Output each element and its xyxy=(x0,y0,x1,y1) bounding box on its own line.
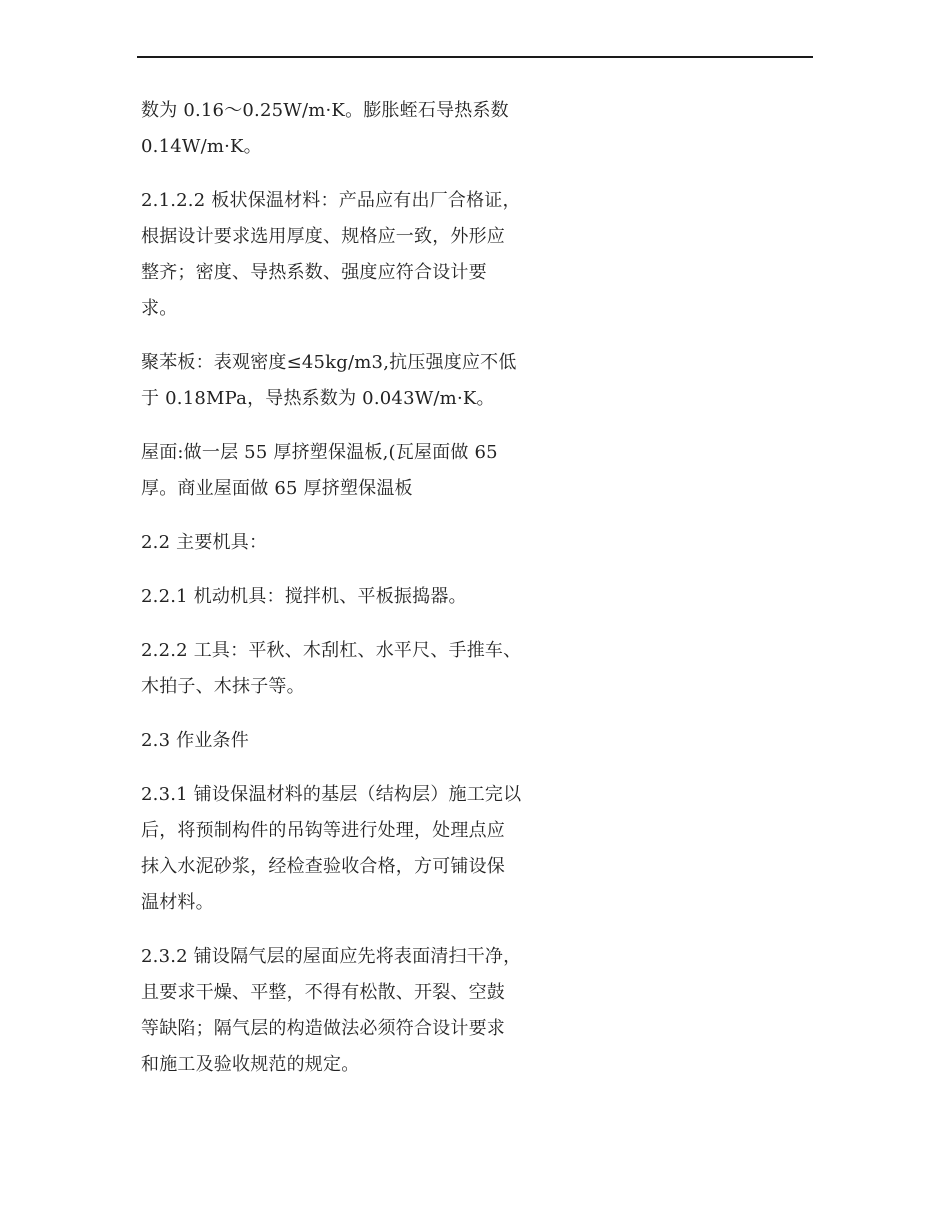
paragraph-base-layer: 2.3.1 铺设保温材料的基层（结构层）施工完以 后，将预制构件的吊钩等进行处理，处理点应 抹入水泥砂浆，经检查验收合格，方可铺设保 温材料。 xyxy=(141,784,522,913)
heading-main-equipment: 2.2 主要机具： xyxy=(141,532,268,553)
paragraph-vapor-barrier: 2.3.2 铺设隔气层的屋面应先将表面清扫干净， 且要求干燥、平整，不得有松散、开裂、空鼓 等缺陷；隔气层的构造做法必须符合设计要求 和施工及验收规范的规定。 xyxy=(141,946,522,1075)
heading-work-conditions: 2.3 作业条件 xyxy=(141,730,249,751)
paragraph-tools: 2.2.2 工具：平秋、木刮杠、水平尺、手推车、 木拍子、木抹子等。 xyxy=(141,640,522,697)
paragraph-machinery: 2.2.1 机动机具：搅拌机、平板振捣器。 xyxy=(141,586,467,607)
paragraph-polystyrene-board: 聚苯板：表观密度≤45kg/m3,抗压强度应不低 于 0.18MPa，导热系数为 0.043W/m·K。 xyxy=(141,352,517,409)
paragraph-roof-layer: 屋面:做一层 55 厚挤塑保温板,(瓦屋面做 65 厚。商业屋面做 65 厚挤塑保温板 xyxy=(141,442,498,499)
paragraph-thermal-coefficients: 数为 0.16～0.25W/m·K。膨胀蛭石导热系数 0.14W/m·K。 xyxy=(141,100,509,157)
document-body xyxy=(141,93,541,1101)
header-rule xyxy=(137,56,813,58)
paragraph-board-insulation: 2.1.2.2 板状保温材料：产品应有出厂合格证， 根据设计要求选用厚度、规格应一致，外形应 整齐；密度、导热系数、强度应符合设计要 求。 xyxy=(141,190,521,319)
